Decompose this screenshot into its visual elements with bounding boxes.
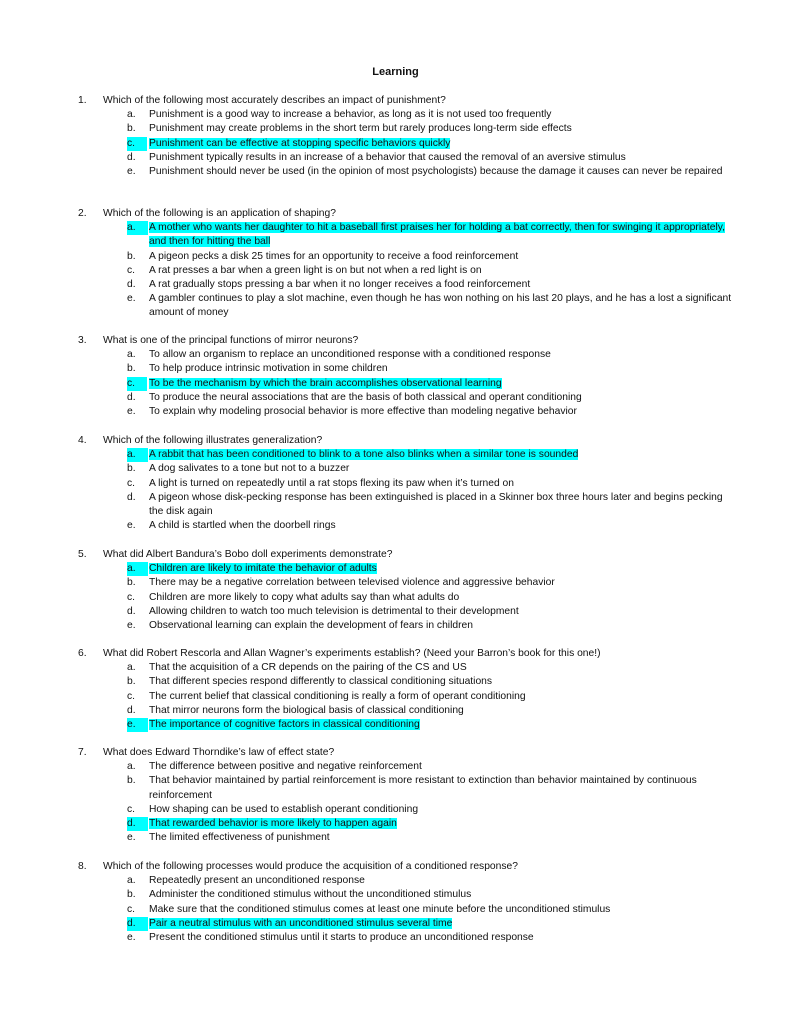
option-letter: c. <box>127 377 147 391</box>
answer-option <box>78 477 738 491</box>
option-letter: e. <box>127 718 148 732</box>
option-text: To allow an organism to replace an unconditioned response with a conditioned response <box>149 349 551 361</box>
option-text: A dog salivates to a tone but not to a buzzer <box>149 463 350 475</box>
answer-options <box>78 448 738 533</box>
question-3 <box>78 334 738 419</box>
answer-option <box>78 519 738 533</box>
answer-option <box>78 760 738 774</box>
answer-option <box>78 165 738 179</box>
question-6 <box>78 647 738 732</box>
option-letter: d. <box>127 279 136 290</box>
answer-option <box>78 605 738 619</box>
option-letter: d. <box>127 491 136 503</box>
answer-option <box>78 661 738 675</box>
option-text: Punishment is a good way to increase a behavior, as long as it is not used too frequently <box>149 109 552 121</box>
question-line <box>78 434 738 448</box>
option-letter: b. <box>127 577 136 589</box>
answer-option <box>78 250 738 264</box>
answer-option <box>78 874 738 888</box>
answer-options <box>78 760 738 845</box>
option-letter: a. <box>127 761 136 773</box>
answer-option <box>78 690 738 704</box>
option-letter: a. <box>127 221 148 235</box>
answer-option <box>78 462 738 476</box>
question-number: 8. <box>78 861 87 872</box>
question-number: 2. <box>78 208 87 219</box>
answer-option-highlighted <box>78 718 738 732</box>
answer-option <box>78 903 738 917</box>
question-text: Which of the following processes would produce the acquisition of a conditioned response? <box>103 861 518 872</box>
option-text: A light is turned on repeatedly until a rat stops flexing its paw when it’s turned on <box>149 477 514 489</box>
option-text: To produce the neural associations that are the basis of both classical and operant conditioning <box>149 391 582 403</box>
option-letter: a. <box>127 349 136 361</box>
question-4 <box>78 434 738 533</box>
option-text: Administer the conditioned stimulus without the unconditioned stimulus <box>149 889 472 901</box>
question-text: What did Robert Rescorla and Allan Wagner’s experiments establish? (Need your Barron’s book for this one!) <box>103 648 601 659</box>
page-title: Learning <box>372 66 419 78</box>
option-text: The current belief that classical conditioning is really a form of operant conditioning <box>149 690 526 702</box>
option-text: Punishment can be effective at stopping specific behaviors quickly <box>149 137 451 149</box>
answer-option <box>78 405 738 419</box>
question-line <box>78 746 738 760</box>
option-letter: b. <box>127 463 136 475</box>
answer-option <box>78 888 738 902</box>
answer-option-highlighted <box>78 137 738 151</box>
option-letter: b. <box>127 889 136 901</box>
option-letter: a. <box>127 448 148 462</box>
option-text: Punishment should never be used (in the opinion of most psychologists) because the damage it causes can never be repaired <box>149 166 723 177</box>
question-8 <box>78 860 738 945</box>
option-text: A rat presses a bar when a green light is on but not when a red light is on <box>149 264 482 276</box>
option-text: To explain why modeling prosocial behavior is more effective than modeling negative behavior <box>149 406 577 417</box>
question-text: What does Edward Thorndike’s law of effect state? <box>103 747 335 758</box>
option-letter: c. <box>127 591 136 603</box>
option-text: A mother who wants her daughter to hit a baseball first praises her for holding a bat correctly, then for swinging it appropriately, and then for hitting the ball <box>149 222 725 248</box>
answer-option-highlighted <box>78 562 738 576</box>
option-text: Make sure that the conditioned stimulus comes at least one minute before the unconditioned stimulus <box>149 903 611 915</box>
option-letter: a. <box>127 875 136 887</box>
option-text: Children are likely to imitate the behavior of adults <box>149 563 377 575</box>
option-text: There may be a negative correlation between televised violence and aggressive behavior <box>149 577 555 589</box>
question-number: 6. <box>78 648 87 659</box>
question-number: 7. <box>78 747 87 758</box>
option-text: To be the mechanism by which the brain accomplishes observational learning <box>149 377 502 389</box>
answer-options <box>78 562 738 633</box>
answer-option <box>78 576 738 590</box>
answer-option-highlighted <box>78 377 738 391</box>
option-letter: e. <box>127 406 136 417</box>
option-text: That rewarded behavior is more likely to happen again <box>149 818 397 829</box>
answer-options <box>78 348 738 419</box>
question-2 <box>78 207 738 321</box>
question-number: 5. <box>78 549 87 560</box>
answer-option <box>78 122 738 136</box>
question-number: 3. <box>78 335 87 346</box>
option-letter: d. <box>127 151 136 163</box>
option-text: To help produce intrinsic motivation in some children <box>149 363 388 375</box>
question-text: Which of the following is an application of shaping? <box>103 208 336 219</box>
option-text: Pair a neutral stimulus with an unconditioned stimulus several time <box>149 917 453 929</box>
option-text: Children are more likely to copy what adults say than what adults do <box>149 591 460 603</box>
answer-option <box>78 362 738 376</box>
option-text: How shaping can be used to establish operant conditioning <box>149 803 419 815</box>
answer-option <box>78 264 738 278</box>
answer-option <box>78 108 738 122</box>
answer-option <box>78 675 738 689</box>
option-text: A pigeon whose disk-pecking response has been extinguished is placed in a Skinner box three hours later and begins pecking the disk again <box>149 491 723 517</box>
question-1 <box>78 94 738 179</box>
question-number: 1. <box>78 95 87 106</box>
answer-option-highlighted <box>78 448 738 462</box>
question-line <box>78 94 738 108</box>
option-letter: b. <box>127 363 136 375</box>
option-letter: e. <box>127 166 136 177</box>
answer-option-highlighted <box>78 221 738 249</box>
answer-option-highlighted <box>78 817 738 831</box>
option-letter: e. <box>127 520 136 532</box>
option-text: A rabbit that has been conditioned to blink to a tone also blinks when a similar tone is sounded <box>149 449 579 461</box>
option-text: A rat gradually stops pressing a bar when it no longer receives a food reinforcement <box>149 279 531 290</box>
question-line <box>78 860 738 874</box>
option-letter: c. <box>127 690 136 702</box>
option-letter: c. <box>127 264 136 276</box>
option-letter: c. <box>127 903 136 915</box>
answer-option <box>78 704 738 718</box>
question-text: Which of the following most accurately describes an impact of punishment? <box>103 95 446 106</box>
option-letter: e. <box>127 932 136 943</box>
answer-option <box>78 774 738 802</box>
option-text: A child is startled when the doorbell rings <box>149 520 336 532</box>
question-7 <box>78 746 738 845</box>
option-text: The importance of cognitive factors in classical conditioning <box>149 719 420 730</box>
option-text: The difference between positive and negative reinforcement <box>149 761 422 773</box>
option-text: The limited effectiveness of punishment <box>149 832 330 844</box>
option-letter: a. <box>127 109 136 121</box>
option-letter: b. <box>127 123 136 135</box>
answer-options <box>78 221 738 320</box>
option-text: That behavior maintained by partial reinforcement is more resistant to extinction than behavior maintained by continuous reinforcement <box>149 775 697 801</box>
option-letter: c. <box>127 477 136 489</box>
answer-option <box>78 348 738 362</box>
option-text: Observational learning can explain the development of fears in children <box>149 620 473 631</box>
answer-option <box>78 278 738 292</box>
option-letter: a. <box>127 662 136 674</box>
option-letter: c. <box>127 137 147 151</box>
answer-option <box>78 931 738 945</box>
answer-option <box>78 831 738 845</box>
answer-option <box>78 391 738 405</box>
option-text: Repeatedly present an unconditioned response <box>149 875 365 887</box>
answer-option <box>78 292 738 320</box>
option-letter: d. <box>127 917 148 931</box>
option-letter: b. <box>127 250 136 262</box>
option-letter: e. <box>127 620 136 631</box>
option-text: Punishment typically results in an increase of a behavior that caused the removal of an aversive stimulus <box>149 151 626 163</box>
question-line <box>78 647 738 661</box>
answer-option <box>78 491 738 519</box>
option-text: That mirror neurons form the biological basis of classical conditioning <box>149 704 464 716</box>
question-line <box>78 334 738 348</box>
option-letter: d. <box>127 817 148 831</box>
answer-options <box>78 874 738 945</box>
option-letter: e. <box>127 293 136 305</box>
question-text: What is one of the principal functions of mirror neurons? <box>103 335 359 346</box>
question-line <box>78 548 738 562</box>
option-letter: b. <box>127 775 136 787</box>
answer-option <box>78 151 738 165</box>
question-number: 4. <box>78 435 87 446</box>
option-letter: d. <box>127 391 136 403</box>
option-text: A pigeon pecks a disk 25 times for an opportunity to receive a food reinforcement <box>149 250 519 262</box>
option-text: That the acquisition of a CR depends on the pairing of the CS and US <box>149 662 467 674</box>
question-line <box>78 207 738 221</box>
question-text: Which of the following illustrates generalization? <box>103 435 323 446</box>
option-text: Present the conditioned stimulus until it starts to produce an unconditioned response <box>149 932 534 943</box>
option-letter: d. <box>127 704 136 716</box>
answer-option-highlighted <box>78 917 738 931</box>
option-text: A gambler continues to play a slot machine, even though he has won nothing on his last 20 plays, and he has a lost a significant amount of money <box>149 293 732 319</box>
question-text: What did Albert Bandura’s Bobo doll experiments demonstrate? <box>103 549 393 560</box>
answer-options <box>78 108 738 179</box>
option-text: That different species respond differently to classical conditioning situations <box>149 676 493 688</box>
option-text: Allowing children to watch too much television is detrimental to their development <box>149 605 519 617</box>
option-text: Punishment may create problems in the short term but rarely produces long-term side effects <box>149 123 572 135</box>
question-5 <box>78 548 738 633</box>
answer-option <box>78 803 738 817</box>
answer-option <box>78 619 738 633</box>
option-letter: e. <box>127 832 136 844</box>
answer-options <box>78 661 738 732</box>
answer-option <box>78 591 738 605</box>
option-letter: c. <box>127 803 136 815</box>
option-letter: d. <box>127 605 136 617</box>
option-letter: a. <box>127 562 148 576</box>
option-letter: b. <box>127 676 136 688</box>
